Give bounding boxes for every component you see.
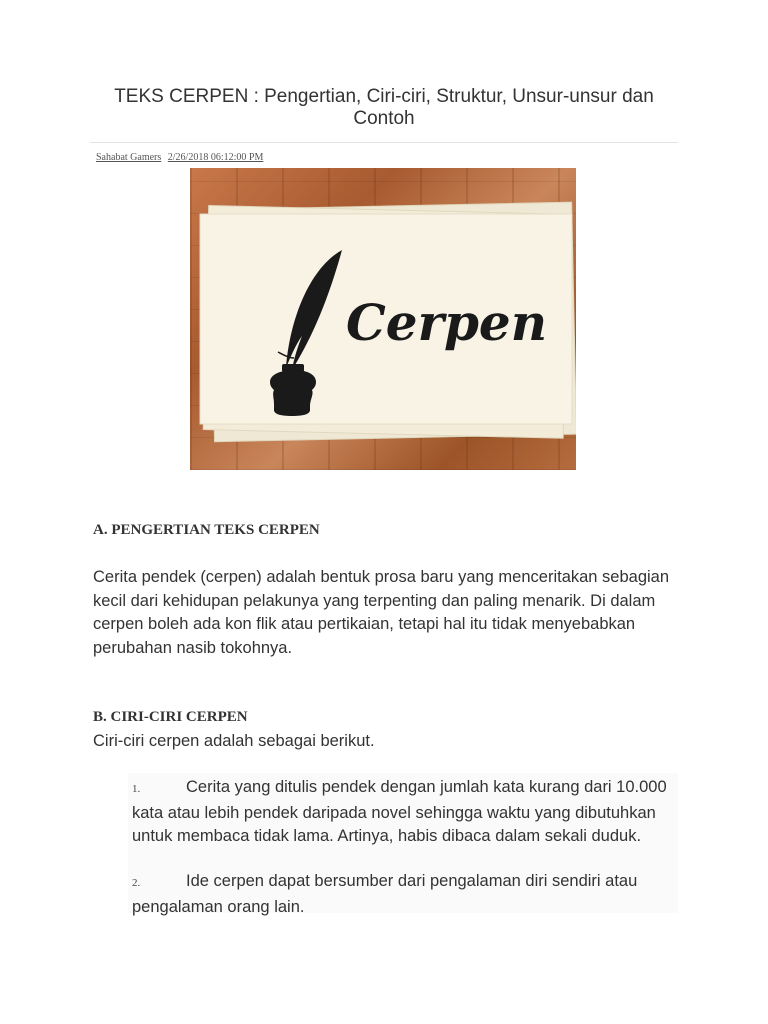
title-divider xyxy=(90,142,678,143)
cerpen-illustration xyxy=(190,168,576,470)
list-number: 1. xyxy=(132,783,141,795)
list-item-text: Cerita yang ditulis pendek dengan jumlah kata kurang dari 10.000 kata atau lebih pendek daripada novel sehingga waktu yang dibutuhkan untuk membaca tidak lama. Artinya, habis dibaca dalam sekali duduk. xyxy=(132,778,667,845)
cerpen-script-text: Cerpen xyxy=(346,293,548,352)
date-link[interactable]: 2/26/2018 06:12:00 PM xyxy=(167,152,264,163)
section-b-heading: B. CIRI-CIRI CERPEN xyxy=(93,709,248,725)
list-item xyxy=(132,870,672,919)
section-b-intro: Ciri-ciri cerpen adalah sebagai berikut. xyxy=(93,732,375,750)
list-number: 2. xyxy=(132,877,141,889)
post-meta xyxy=(96,152,263,163)
list-item-text: Ide cerpen dapat bersumber dari pengalaman diri sendiri atau pengalaman orang lain. xyxy=(132,872,638,916)
author-link[interactable]: Sahabat Gamers xyxy=(96,152,162,163)
section-a-paragraph: Cerita pendek (cerpen) adalah bentuk prosa baru yang menceritakan sebagian kecil dari kehidupan pelakunya yang terpenting dan paling menarik. Di dalam cerpen boleh ada kon flik atau pertikaian, tetapi hal itu tidak menyebabkan perubahan nasib tokohnya. xyxy=(93,568,670,657)
section-a-heading: A. PENGERTIAN TEKS CERPEN xyxy=(93,522,320,538)
page-title: TEKS CERPEN : Pengertian, Ciri-ciri, Struktur, Unsur-unsur dan Contoh xyxy=(114,86,654,129)
list-item xyxy=(132,776,672,849)
hero-image xyxy=(190,168,576,470)
